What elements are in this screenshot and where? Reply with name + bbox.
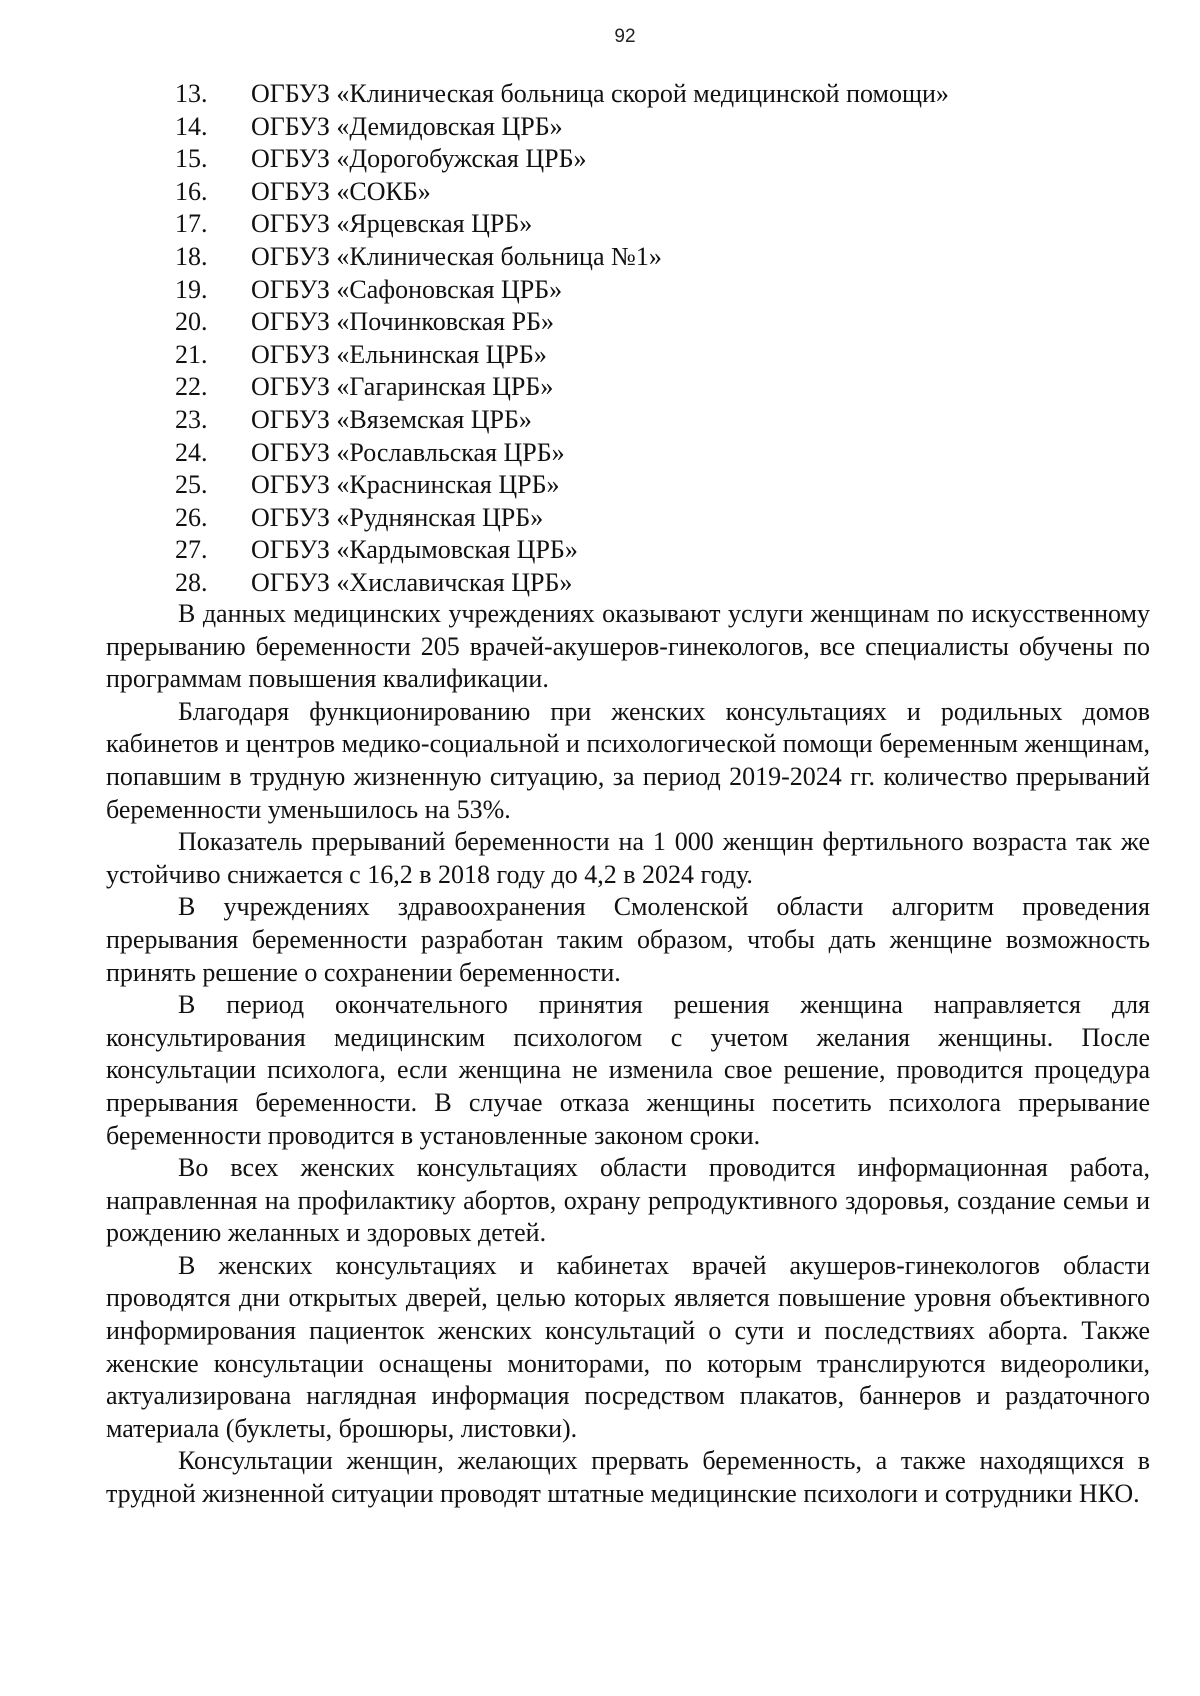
list-item-number: 15. bbox=[175, 144, 208, 174]
list-item-number: 26. bbox=[175, 502, 208, 532]
list-item-number: 25. bbox=[175, 470, 208, 500]
list-item bbox=[175, 274, 949, 307]
list-item-text: ОГБУЗ «Кардымовская ЦРБ» bbox=[251, 535, 578, 565]
list-item-text: ОГБУЗ «Сафоновская ЦРБ» bbox=[251, 274, 563, 304]
list-item bbox=[175, 111, 949, 144]
list-item bbox=[175, 208, 949, 241]
list-item-text: ОГБУЗ «Ярцевская ЦРБ» bbox=[251, 209, 533, 239]
list-item-text: ОГБУЗ «Клиническая больница №1» bbox=[251, 241, 662, 271]
list-item-text: ОГБУЗ «Ельнинская ЦРБ» bbox=[251, 339, 547, 369]
list-item bbox=[175, 567, 949, 600]
list-item-text: ОГБУЗ «Демидовская ЦРБ» bbox=[251, 111, 563, 141]
list-item-text: ОГБУЗ «Рославльская ЦРБ» bbox=[251, 437, 565, 467]
list-item-number: 20. bbox=[175, 307, 208, 337]
paragraph: Благодаря функционированию при женских консультациях и родильных домов кабинетов и центров медико-социальной и психологической помощи беременным женщинам, попавшим в трудную жизненную ситуацию, за период 2019-2024 гг. количество прерываний беременности уменьшилось на 53%. bbox=[106, 696, 1150, 824]
paragraph: В женских консультациях и кабинетах врачей акушеров-гинекологов области проводятся дни открытых дверей, целью которых является повышение уровня объективного информирования пациенток женских консультаций о сути и последствиях аборта. Также женские консультации оснащены мониторами, по которым транслируются видеоролики, актуализирована наглядная информация посредством плакатов, баннеров и раздаточного материала (буклеты, брошюры, листовки). bbox=[106, 1250, 1150, 1443]
list-item-number: 17. bbox=[175, 209, 208, 239]
list-item bbox=[175, 306, 949, 339]
list-item-number: 16. bbox=[175, 176, 208, 206]
list-item bbox=[175, 502, 949, 535]
paragraph: Во всех женских консультациях области проводится информационная работа, направленная на профилактику абортов, охрану репродуктивного здоровья, создание семьи и рождению желанных и здоровых детей. bbox=[106, 1153, 1150, 1248]
list-item-text: ОГБУЗ «Клиническая больница скорой медицинской помощи» bbox=[251, 79, 949, 108]
body-text bbox=[106, 598, 1150, 1511]
list-item bbox=[175, 143, 949, 176]
list-item-text: ОГБУЗ «Хиславичская ЦРБ» bbox=[251, 567, 573, 597]
paragraph: В данных медицинских учреждениях оказывают услуги женщинам по искусственному прерыванию беременности 205 врачей-акушеров-гинекологов, все специалисты обучены по программам повышения квалификации. bbox=[106, 599, 1150, 694]
list-item-number: 18. bbox=[175, 241, 208, 271]
paragraph: В период окончательного принятия решения женщина направляется для консультирования медицинским психологом с учетом желания женщины. После консультации психолога, если женщина не изменила свое решение, проводится процедура прерывания беременности. В случае отказа женщины посетить психолога прерывание беременности проводится в установленные законом сроки. bbox=[106, 990, 1150, 1150]
list-item-text: ОГБУЗ «Дорогобужская ЦРБ» bbox=[251, 144, 587, 174]
list-item-number: 22. bbox=[175, 372, 208, 402]
list-item bbox=[175, 437, 949, 470]
list-item bbox=[175, 534, 949, 567]
list-item-number: 13. bbox=[175, 79, 208, 108]
list-item-text: ОГБУЗ «Починковская РБ» bbox=[251, 307, 555, 337]
list-item-number: 14. bbox=[175, 111, 208, 141]
list-item-text: ОГБУЗ «Гагаринская ЦРБ» bbox=[251, 372, 554, 402]
list-item-number: 24. bbox=[175, 437, 208, 467]
list-item-text: ОГБУЗ «Краснинская ЦРБ» bbox=[251, 470, 560, 500]
list-item bbox=[175, 176, 949, 209]
list-item-number: 19. bbox=[175, 274, 208, 304]
list-item-text: ОГБУЗ «Вяземская ЦРБ» bbox=[251, 404, 532, 434]
list-item-number: 21. bbox=[175, 339, 208, 369]
paragraph: В учреждениях здравоохранения Смоленской области алгоритм проведения прерывания беременности разработан таким образом, чтобы дать женщине возможность принять решение о сохранении беременности. bbox=[106, 892, 1150, 987]
list-item bbox=[175, 241, 949, 274]
list-item-text: ОГБУЗ «Руднянская ЦРБ» bbox=[251, 502, 544, 532]
list-item bbox=[175, 78, 949, 111]
page-number: 92 bbox=[614, 26, 636, 47]
list-item bbox=[175, 371, 949, 404]
list-item bbox=[175, 339, 949, 372]
list-item bbox=[175, 404, 949, 437]
list-item bbox=[175, 469, 949, 502]
list-item-text: ОГБУЗ «СОКБ» bbox=[251, 176, 431, 206]
list-item-number: 23. bbox=[175, 404, 208, 434]
paragraph: Консультации женщин, желающих прервать беременность, а также находящихся в трудной жизненной ситуации проводят штатные медицинские психологи и сотрудники НКО. bbox=[106, 1446, 1150, 1509]
paragraph: Показатель прерываний беременности на 1 000 женщин фертильного возраста так же устойчиво снижается с 16,2 в 2018 году до 4,2 в 2024 году. bbox=[106, 827, 1150, 889]
institution-list bbox=[175, 78, 949, 600]
list-item-number: 28. bbox=[175, 567, 208, 597]
list-item-number: 27. bbox=[175, 535, 208, 565]
